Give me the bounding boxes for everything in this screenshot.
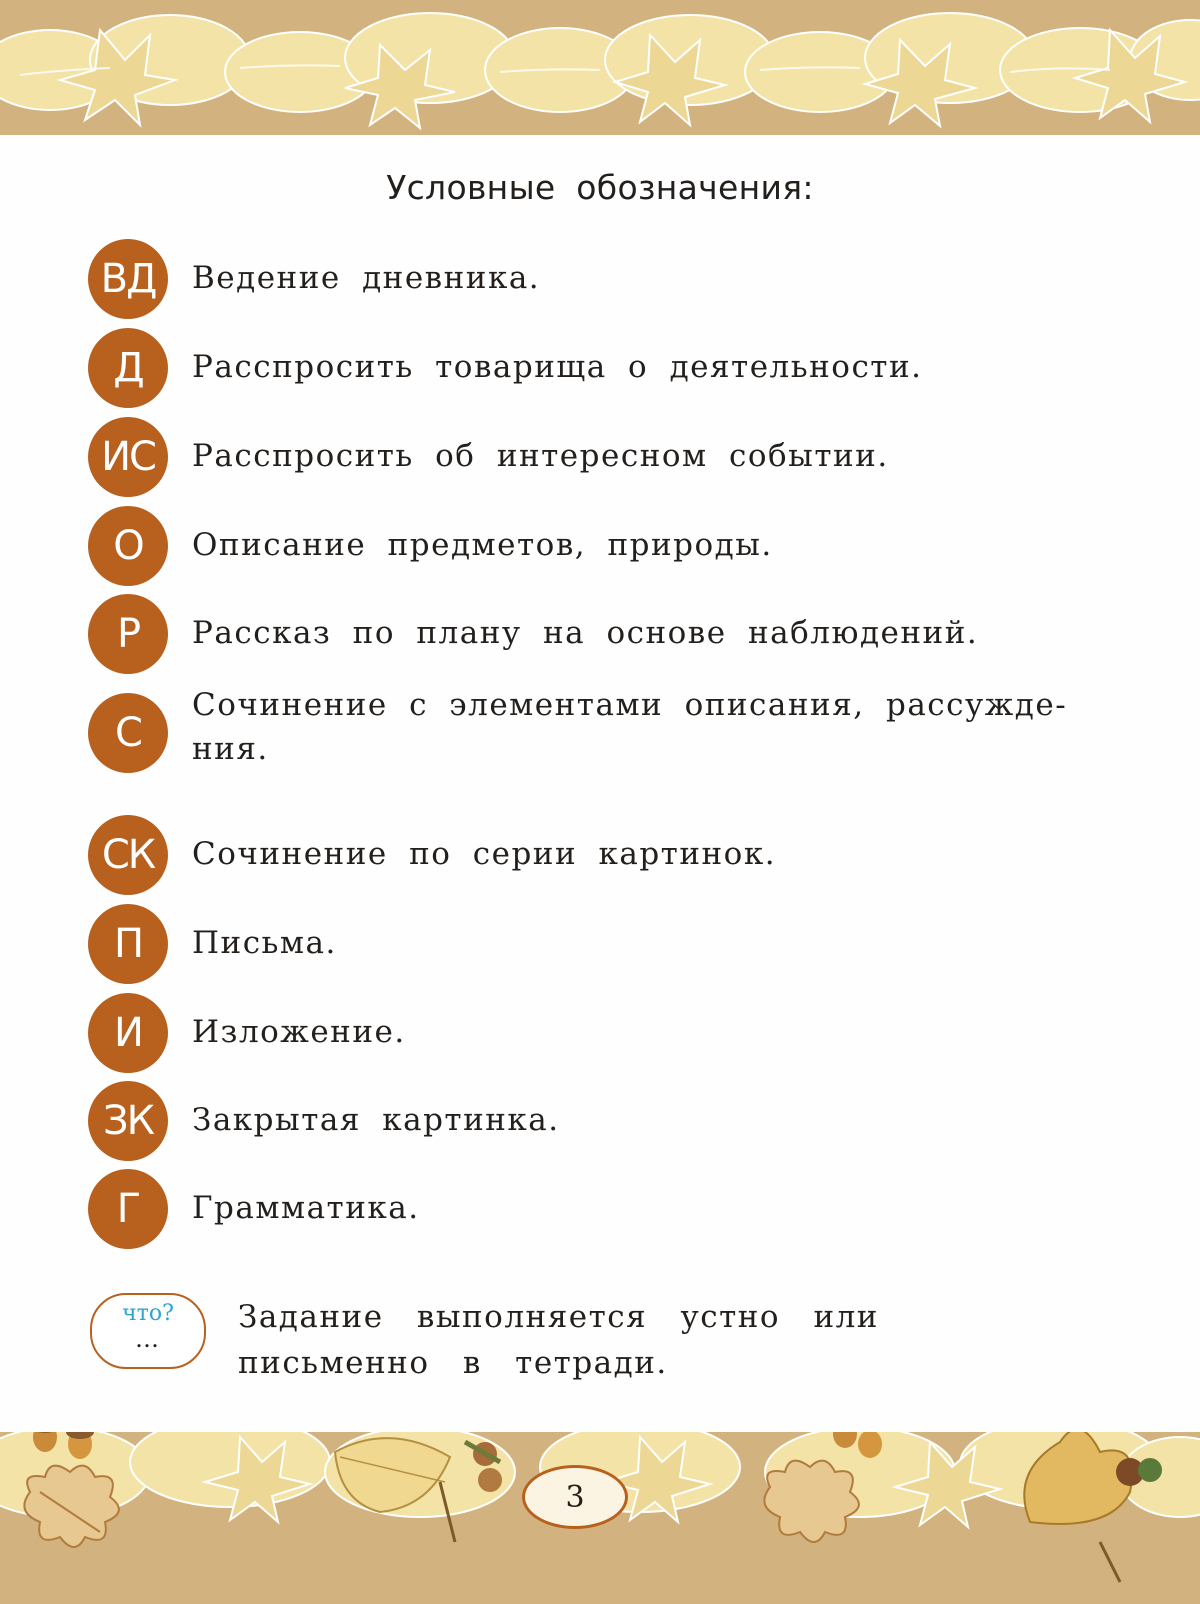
legend-text: Описание предметов, природы. [192, 527, 773, 563]
legend-text: Закрытая картинка. [192, 1102, 560, 1138]
legend-text: Расспросить товарища о деятельности. [192, 349, 923, 385]
legend-text: Сочинение с элементами описания, рассужде- ния. [192, 687, 1068, 767]
badge-s: С [88, 693, 168, 773]
badge-is: ИС [88, 417, 168, 497]
bubble-dots: … [135, 1325, 161, 1353]
badge-zk: ЗК [88, 1081, 168, 1161]
badge-o: О [88, 506, 168, 586]
legend-text: Сочинение по серии картинок. [192, 836, 777, 872]
legend-text: Ведение дневника. [192, 260, 541, 296]
oak-leaf-icon [24, 1466, 119, 1547]
legend-text: Расспросить об интересном событии. [192, 438, 889, 474]
page-number: 3 [522, 1465, 628, 1529]
badge-vd: ВД [88, 239, 168, 319]
badge-sk: СК [88, 815, 168, 895]
leaf-border-top [0, 0, 1200, 135]
badge-d: Д [88, 328, 168, 408]
legend-text: Письма. [192, 925, 337, 961]
page-title: Условные обозначения: [386, 168, 814, 207]
legend-text: Рассказ по плану на основе наблюдений. [192, 615, 979, 651]
legend-text: Изложение. [192, 1014, 406, 1050]
legend-text: Грамматика. [192, 1190, 420, 1226]
badge-p: П [88, 904, 168, 984]
note-text: Задание выполняется устно или письменно в тетради. [238, 1299, 879, 1381]
bubble-question: что? [122, 1301, 174, 1326]
badge-g: Г [88, 1169, 168, 1249]
oak-leaf-icon [764, 1461, 859, 1542]
badge-r: Р [88, 594, 168, 674]
speech-bubble-icon [90, 1293, 206, 1369]
badge-i: И [88, 993, 168, 1073]
